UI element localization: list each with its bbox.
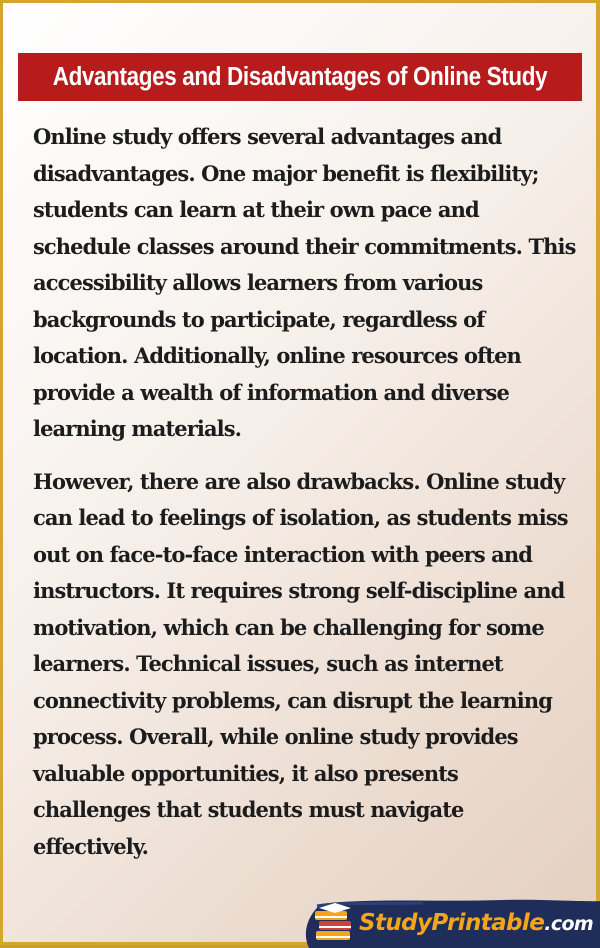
- logo-brand: StudyPrintable: [359, 910, 545, 936]
- site-logo[interactable]: [303, 898, 600, 948]
- paragraph-advantages: Online study offers several advantages and disadvantages. One major benefit is flexibility; students can learn at their own pace and schedule classes around their commitments. This accessibility allows learners from various backgrounds to participate, regardless of location. Additionally, online resources often provide a wealth of information and diverse learning materials.: [33, 124, 576, 441]
- books-stack-icon: [311, 901, 357, 945]
- paragraph-disadvantages: However, there are also drawbacks. Online study can lead to feelings of isolation, as students miss out on face-to-face interaction with peers and instructors. It requires strong self-discipline and motivation, which can be challenging for some learners. Technical issues, such as internet connectivity problems, can disrupt the learning process. Overall, while online study provides valuable opportunities, it also presents challenges that students must navigate effectively.: [33, 468, 568, 859]
- page-title: Advantages and Disadvantages of Online Study: [52, 62, 548, 91]
- title-banner: [18, 53, 582, 101]
- logo-domain: .com: [544, 913, 594, 935]
- logo-wordmark: [359, 909, 593, 938]
- article-body: [33, 119, 578, 865]
